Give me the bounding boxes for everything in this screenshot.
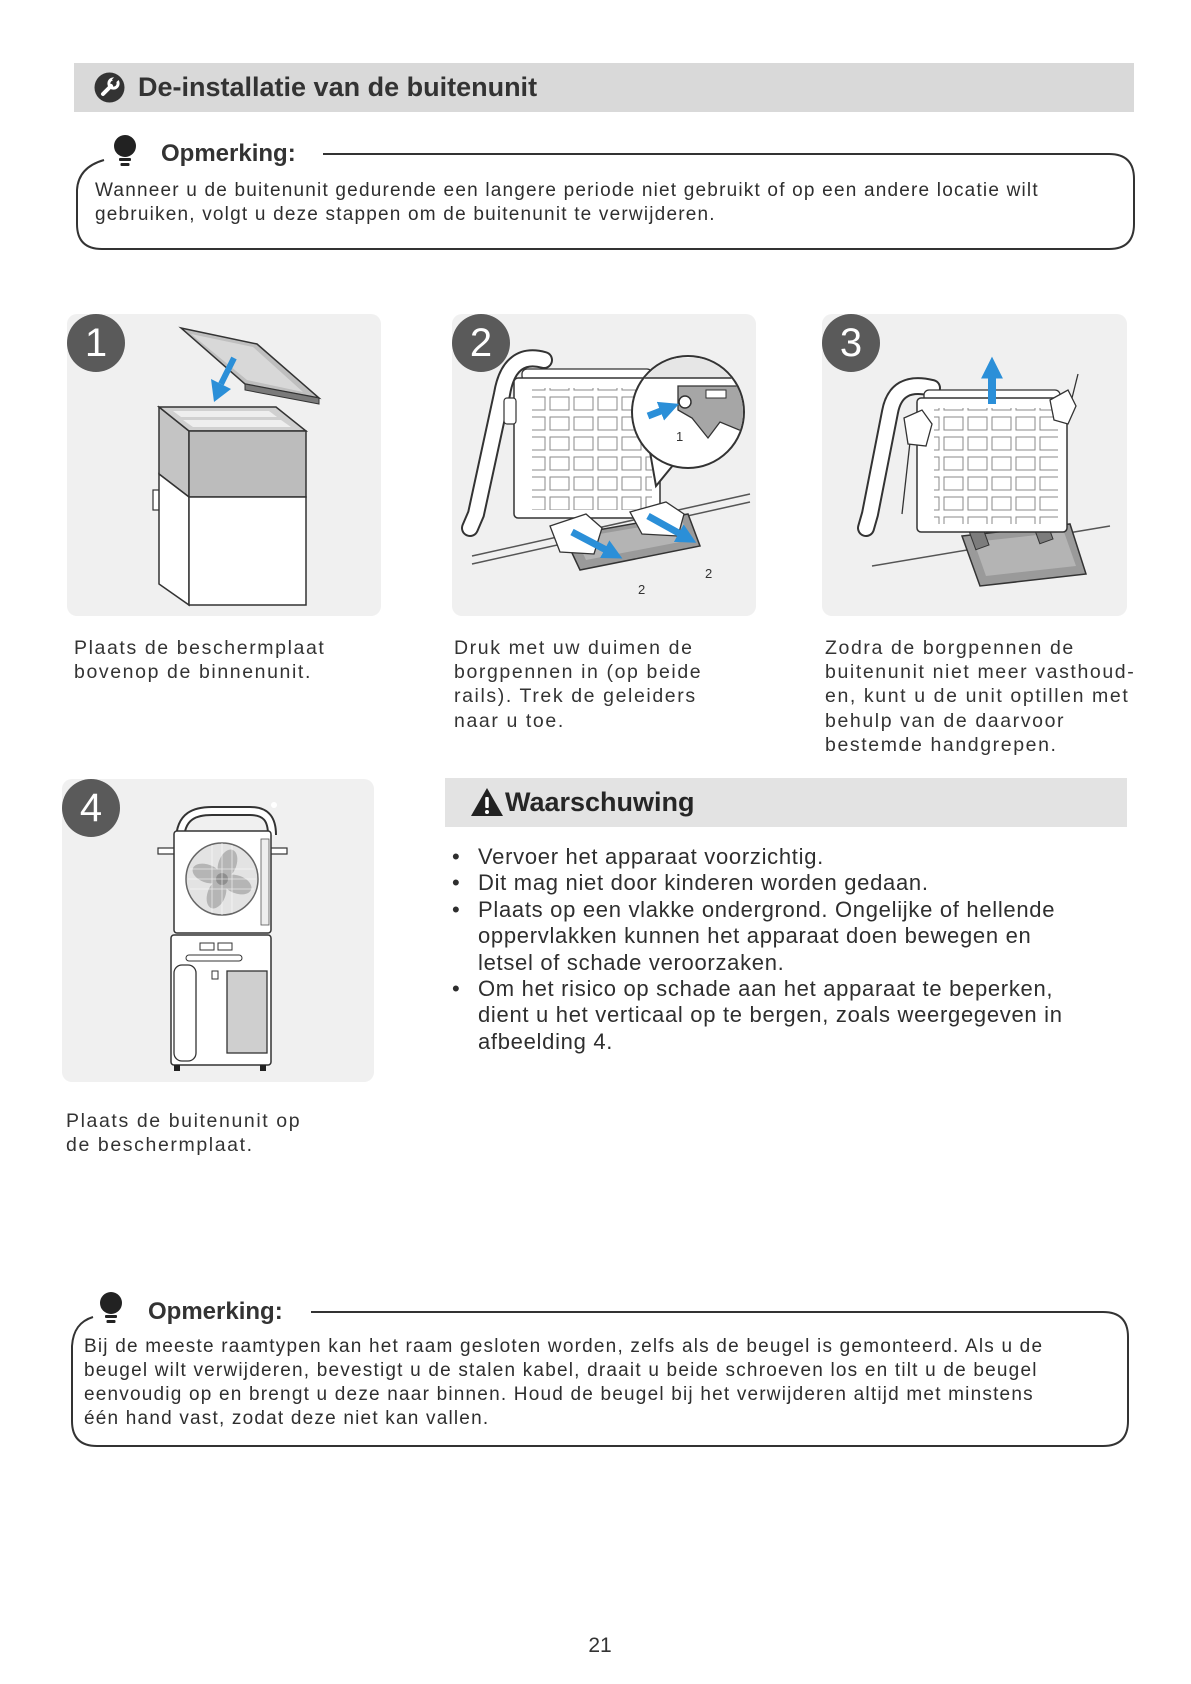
note-text-top [95, 179, 1039, 227]
note-title-bottom: Opmerking: [148, 1298, 283, 1325]
step-1-caption [74, 636, 325, 684]
step-number-badge: 1 [67, 314, 125, 372]
warning-title: Waarschuwing [505, 787, 695, 817]
warning-item [452, 897, 1122, 976]
caption-line: bovenop de binnenunit. [74, 661, 312, 684]
page-number: 21 [588, 1634, 612, 1657]
warning-header [445, 778, 1127, 827]
note-line: beugel wilt verwijderen, bevestigt u de stalen kabel, draait u beide schroeven los en tilt u de beugel [84, 1360, 1038, 1381]
warning-line: dient u het verticaal op te bergen, zoals weergegeven in [478, 1002, 1063, 1028]
caption-line: en, kunt u de unit optillen met [825, 685, 1130, 708]
caption-line: Zodra de borgpennen de [825, 637, 1075, 659]
warning-item [452, 870, 1122, 896]
step-2-caption [454, 636, 702, 733]
warning-line: afbeelding 4. [478, 1028, 614, 1054]
fan-icon [186, 843, 258, 915]
caption-line: Plaats de buitenunit op [66, 1110, 302, 1132]
note-line: gebruiken, volgt u deze stappen om de buitenunit te verwijderen. [95, 204, 716, 225]
outdoor-unit [917, 390, 1067, 532]
note-line: Bij de meeste raamtypen kan het raam gesloten worden, zelfs als de beugel is gemonteerd. Als u de [84, 1336, 1044, 1357]
warning-line: oppervlakken kunnen het apparaat doen bewegen en [478, 923, 1032, 949]
note-line: één hand vast, zodat deze niet kan vallen. [84, 1408, 490, 1429]
warning-item [452, 844, 1122, 870]
step-3-caption [825, 636, 1135, 757]
warning-item [452, 976, 1122, 1055]
caption-line: rails). Trek de geleiders [454, 685, 697, 708]
indoor-unit [171, 935, 271, 1071]
indoor-unit [153, 407, 306, 605]
rail-label: 2 [705, 566, 713, 581]
warning-line: • Vervoer het apparaat voorzichtig. [478, 844, 824, 869]
callout-label: 1 [676, 429, 684, 444]
step-4-panel [62, 779, 374, 1082]
outdoor-unit [158, 831, 287, 933]
caption-line: borgpennen in (op beide [454, 661, 703, 684]
step-1-panel [67, 314, 381, 616]
caption-line: behulp van de daarvoor [825, 709, 1066, 732]
note-line: Wanneer u de buitenunit gedurende een langere periode niet gebruikt of op een andere locatie wilt [95, 180, 1039, 201]
step-4-caption [66, 1109, 301, 1157]
lightbulb-icon [108, 133, 142, 167]
sparkle [271, 802, 277, 808]
warning-triangle-icon [470, 787, 504, 817]
caption-line: bestemde handgrepen. [825, 733, 1058, 756]
warning-line: letsel of schade veroorzaken. [478, 949, 785, 975]
step-3-panel [822, 314, 1127, 616]
step-number-badge: 2 [452, 314, 510, 372]
caption-line: Plaats de beschermplaat [74, 637, 326, 659]
page-title: De-installatie van de buitenunit [138, 72, 538, 102]
protective-plate [181, 328, 319, 404]
step-2-panel [452, 314, 756, 616]
warning-list [452, 844, 1122, 1055]
note-text-bottom [84, 1335, 1043, 1431]
caption-line: Druk met uw duimen de [454, 637, 694, 659]
caption-line: buitenunit niet meer vasthoud- [825, 661, 1136, 684]
wrench-icon [94, 72, 125, 103]
note-line: eenvoudig op en brengt u deze naar binnen. Houd de beugel bij het verwijderen altijd met minstens [84, 1384, 1034, 1405]
rail-label: 2 [638, 582, 646, 597]
warning-line: • Plaats op een vlakke ondergrond. Ongelijke of hellende [478, 896, 1056, 922]
caption-line: de beschermplaat. [66, 1134, 254, 1157]
step-number-badge: 3 [822, 314, 880, 372]
caption-line: naar u toe. [454, 709, 565, 732]
section-header [74, 63, 1134, 112]
warning-line: • Om het risico op schade aan het apparaat te beperken, [478, 976, 1054, 1002]
lightbulb-icon [94, 1290, 128, 1324]
note-title-top: Opmerking: [161, 140, 296, 167]
step-number-badge: 4 [62, 779, 120, 837]
warning-line: • Dit mag niet door kinderen worden gedaan. [478, 870, 929, 896]
